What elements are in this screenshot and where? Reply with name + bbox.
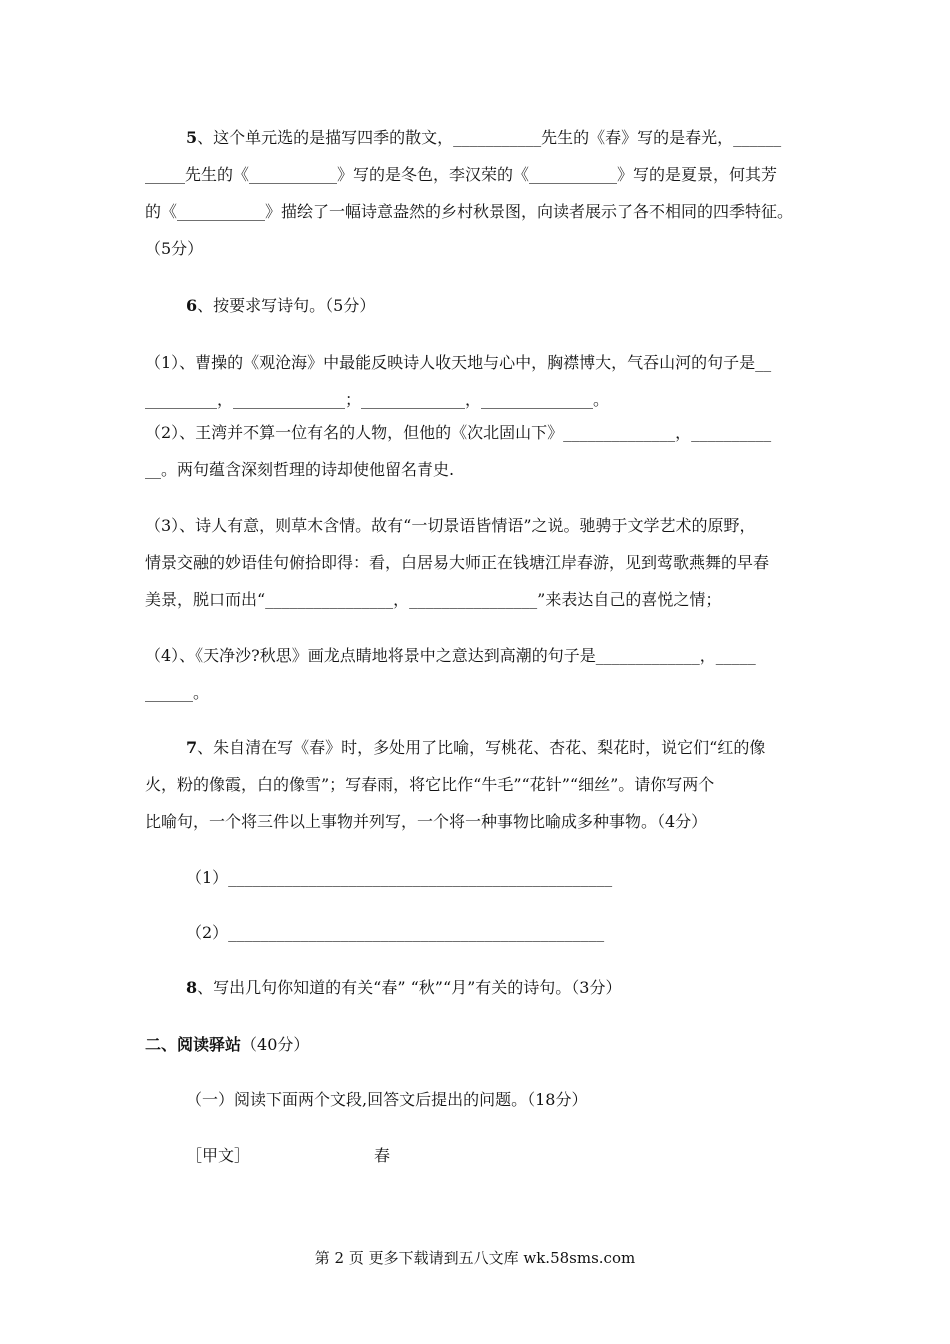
q7-number: 7 <box>186 738 198 757</box>
q5-line-1 <box>186 128 781 148</box>
text-a-label: ［甲文］ <box>186 1146 251 1165</box>
q5-line-4: （5分） <box>145 239 204 258</box>
page-footer: 第 2 页 更多下载请到五八文库 wk.58sms.com <box>314 1249 636 1267</box>
section-2-score: （40分） <box>241 1035 310 1054</box>
q6-part3-line-2: 情景交融的妙语佳句俯拾即得：看，白居易大师正在钱塘江岸春游，见到莺歌燕舞的早春 <box>145 553 770 572</box>
section-2-heading <box>145 1035 309 1055</box>
q6-number: 6 <box>186 296 198 315</box>
q7-text-1: 、朱自清在写《春》时，多处用了比喻，写桃花、杏花、梨花时，说它们“红的像 <box>197 738 766 757</box>
q5-text-1: 、这个单元选的是描写四季的散文，___________先生的《春》写的是春光，______ <box>197 128 782 147</box>
q6-part4-line-1: （4）、《天净沙?秋思》画龙点睛地将景中之意达到高潮的句子是_____________，_____ <box>145 646 756 665</box>
q8-line <box>186 978 622 998</box>
q8-number: 8 <box>186 978 198 997</box>
q7-line-2: 火，粉的像霞，白的像雪”；写春雨，将它比作“牛毛”“花针”“细丝”。请你写两个 <box>145 775 715 794</box>
q7-line-1 <box>186 738 765 758</box>
q6-part4-line-2: ______。 <box>145 683 210 702</box>
q6-part2-line-1: （2）、王湾并不算一位有名的人物，但他的《次北固山下》______________，__________ <box>145 423 772 442</box>
q7-line-3: 比喻句，一个将三件以上事物并列写，一个将一种事物比喻成多种事物。（4分） <box>145 812 708 831</box>
q5-line-2: _____先生的《___________》写的是冬色，李汉荣的《___________》写的是夏景，何其芳 <box>145 165 778 184</box>
q5-line-3: 的《___________》描绘了一幅诗意盎然的乡村秋景图，向读者展示了各不相同的四季特征。 <box>145 202 794 221</box>
q6-part3-line-3: 美景，脱口而出“________________，________________”来表达自己的喜悦之情； <box>145 590 722 609</box>
q6-part1-line-1: （1）、曹操的《观沧海》中最能反映诗人收天地与心中，胸襟博大，气吞山河的句子是__ <box>145 353 772 372</box>
q7-answer-1: （1）________________________________________________ <box>186 868 613 887</box>
q8-text: 、写出几句你知道的有关“春” “秋”“月”有关的诗句。（3分） <box>197 978 622 997</box>
q5-number: 5 <box>186 128 198 147</box>
q6-part1-line-2: _________，______________；_____________，______________。 <box>145 390 610 409</box>
q6-title <box>186 296 375 316</box>
text-a-title: 春 <box>374 1146 391 1165</box>
q7-answer-2: （2）_______________________________________________ <box>186 923 605 942</box>
q6-part3-line-1: （3）、诗人有意，则草木含情。故有“一切景语皆情语”之说。驰骋于文学艺术的原野， <box>145 516 756 535</box>
q6-title-text: 、按要求写诗句。（5分） <box>197 296 376 315</box>
section-2-subtitle: （一）阅读下面两个文段,回答文后提出的问题。（18分） <box>186 1090 588 1109</box>
section-2-title: 二、阅读驿站 <box>145 1035 242 1054</box>
q6-part2-line-2: __。两句蕴含深刻哲理的诗却使他留名青史. <box>145 460 455 479</box>
